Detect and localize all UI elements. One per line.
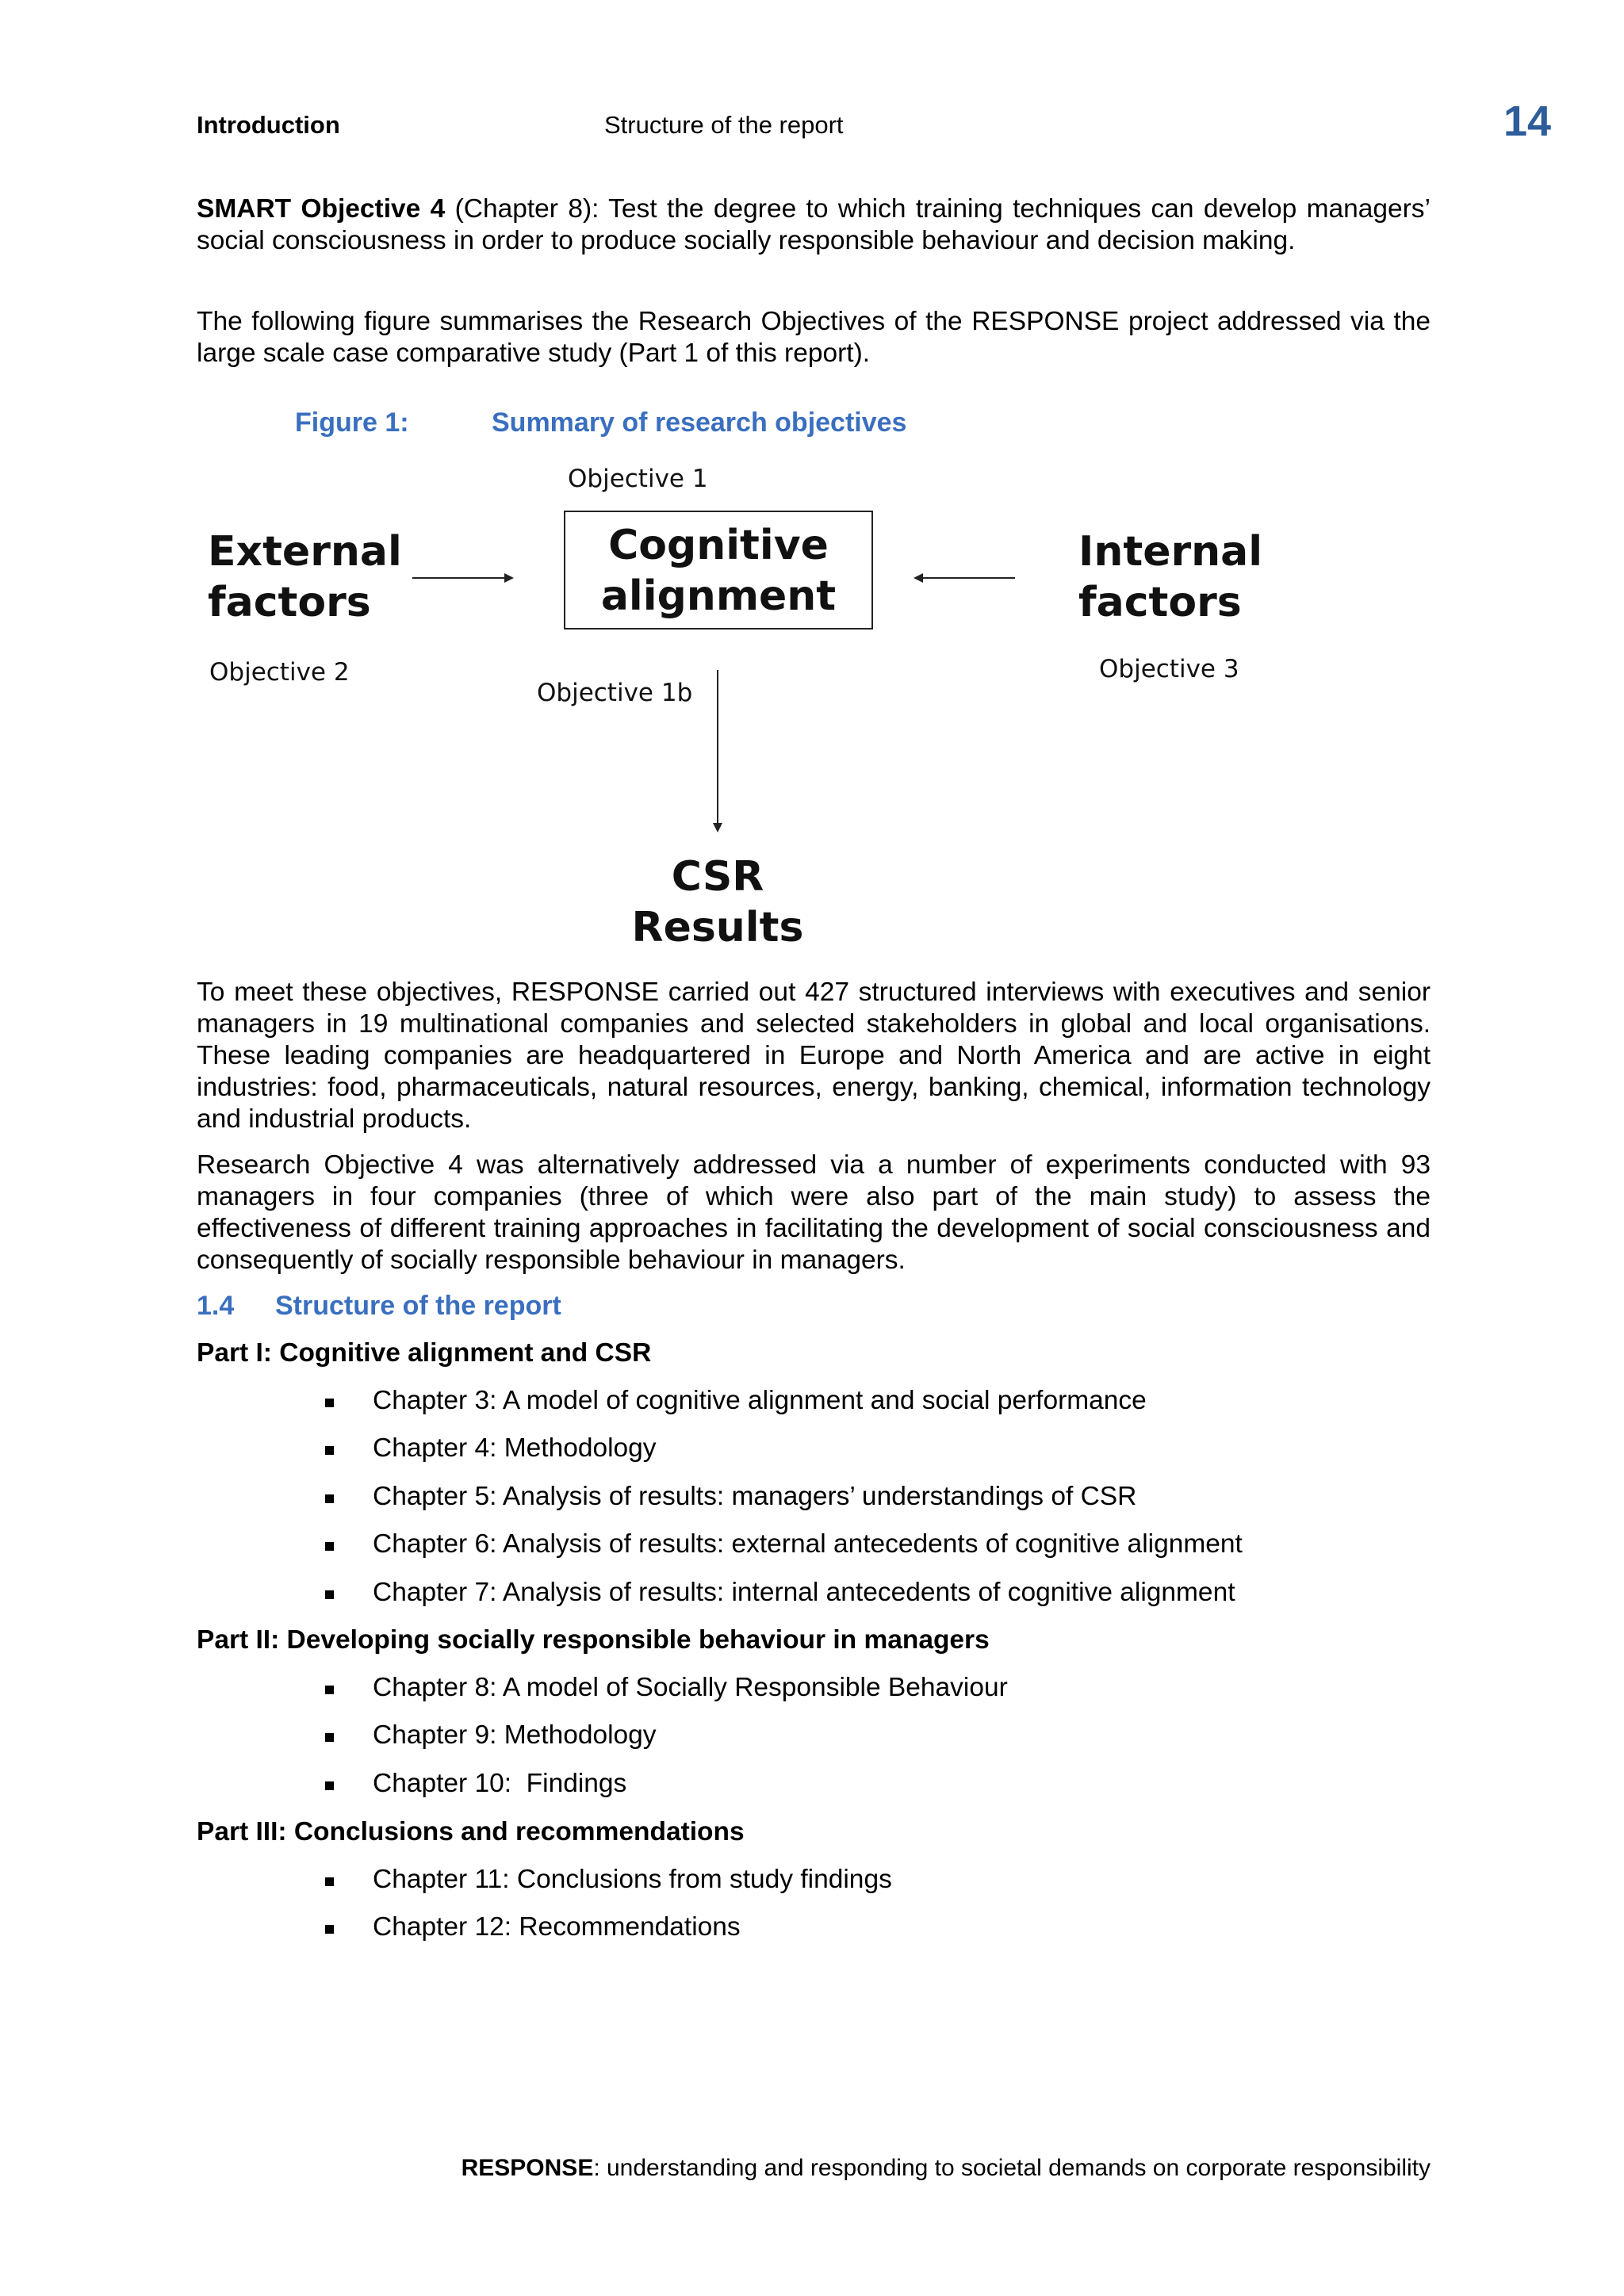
bullet-icon xyxy=(325,1542,334,1551)
arrow-external-head xyxy=(504,573,514,583)
csr-line-2: Results xyxy=(631,904,804,951)
objective-1-label: Objective 1 xyxy=(568,465,708,493)
footer-brand: RESPONSE xyxy=(461,2155,594,2181)
chapter-item: Chapter 6: Analysis of results: external antecedents of cognitive alignment xyxy=(373,1529,1243,1559)
arrow-internal-head xyxy=(914,573,923,583)
page-footer xyxy=(428,2155,1431,2182)
csr-line-1: CSR xyxy=(671,853,764,901)
cognitive-line-1: Cognitive xyxy=(608,522,829,569)
running-header-section: Introduction xyxy=(197,111,340,139)
chapter-item: Chapter 8: A model of Socially Responsible Behaviour xyxy=(373,1673,1008,1702)
footer-text: : understanding and responding to societal demands on corporate responsibility xyxy=(593,2155,1431,2181)
bullet-icon xyxy=(325,1446,334,1455)
figure-intro-paragraph: The following figure summarises the Research Objectives of the RESPONSE project addressed via the large scale case comparative study (Part 1 of this report). xyxy=(197,307,1431,368)
smart-objective-4-paragraph xyxy=(197,193,1431,257)
bullet-icon xyxy=(325,1925,334,1934)
objective-2-label: Objective 2 xyxy=(209,658,350,687)
internal-line-1: Internal xyxy=(1078,528,1263,576)
objective-3-label: Objective 3 xyxy=(1099,655,1239,683)
chapter-item: Chapter 12: Recommendations xyxy=(373,1912,741,1942)
part-heading: Part III: Conclusions and recommendations xyxy=(197,1817,745,1846)
external-line-2: factors xyxy=(208,579,371,626)
chapter-item: Chapter 11: Conclusions from study findings xyxy=(373,1865,892,1894)
objective-1b-label: Objective 1b xyxy=(537,679,693,707)
part-heading: Part I: Cognitive alignment and CSR xyxy=(197,1338,652,1368)
chapter-item: Chapter 5: Analysis of results: managers’ understandings of CSR xyxy=(373,1482,1137,1511)
external-factors-label xyxy=(208,526,402,628)
interviews-paragraph: To meet these objectives, RESPONSE carried out 427 structured interviews with executives and senior managers in 19 multinational companies and selected stakeholders in global and local organisations. These leading companies are headquartered in Europe and North America and are active in eight industries: food, pharmaceuticals, natural resources, energy, banking, chemical, information technology and industrial products. xyxy=(197,978,1431,1134)
chapter-item: Chapter 10: Findings xyxy=(373,1769,627,1798)
objective-label: SMART Objective 4 xyxy=(197,194,446,224)
running-header-title: Structure of the report xyxy=(604,111,844,139)
bullet-icon xyxy=(325,1781,334,1790)
csr-results-label xyxy=(603,851,833,953)
arrow-csr-head xyxy=(713,823,722,832)
external-line-1: External xyxy=(208,528,402,576)
bullet-icon xyxy=(325,1399,334,1407)
figure-number: Figure 1: xyxy=(295,408,409,438)
bullet-icon xyxy=(325,1494,334,1503)
internal-line-2: factors xyxy=(1078,579,1242,626)
section-number: 1.4 xyxy=(197,1291,235,1321)
internal-factors-label xyxy=(1078,526,1262,628)
experiments-paragraph: Research Objective 4 was alternatively addressed via a number of experiments conducted with 93 managers in four companies (three of which were also part of the main study) to assess the effectiveness of different training approaches in facilitating the development of social consciousness and consequently of socially responsible behaviour in managers. xyxy=(197,1150,1431,1275)
bullet-icon xyxy=(325,1686,334,1694)
chapter-item: Chapter 3: A model of cognitive alignment and social performance xyxy=(373,1386,1147,1415)
part-heading: Part II: Developing socially responsible behaviour in managers xyxy=(197,1625,990,1655)
chapter-item: Chapter 9: Methodology xyxy=(373,1720,657,1750)
bullet-icon xyxy=(325,1733,334,1742)
chapter-item: Chapter 4: Methodology xyxy=(373,1433,657,1463)
figure-title: Summary of research objectives xyxy=(492,408,907,438)
bullet-icon xyxy=(325,1877,334,1886)
cognitive-alignment-label xyxy=(565,520,872,622)
section-title: Structure of the report xyxy=(275,1291,561,1321)
page-number: 14 xyxy=(1503,98,1552,145)
cognitive-line-2: alignment xyxy=(600,572,837,620)
bullet-icon xyxy=(325,1590,334,1599)
objective-text: (Chapter 8): Test the degree to which training techniques can develop managers’ social consciousness in order to produce socially responsible behaviour and decision making. xyxy=(197,194,1431,255)
chapter-item: Chapter 7: Analysis of results: internal antecedents of cognitive alignment xyxy=(373,1578,1235,1607)
